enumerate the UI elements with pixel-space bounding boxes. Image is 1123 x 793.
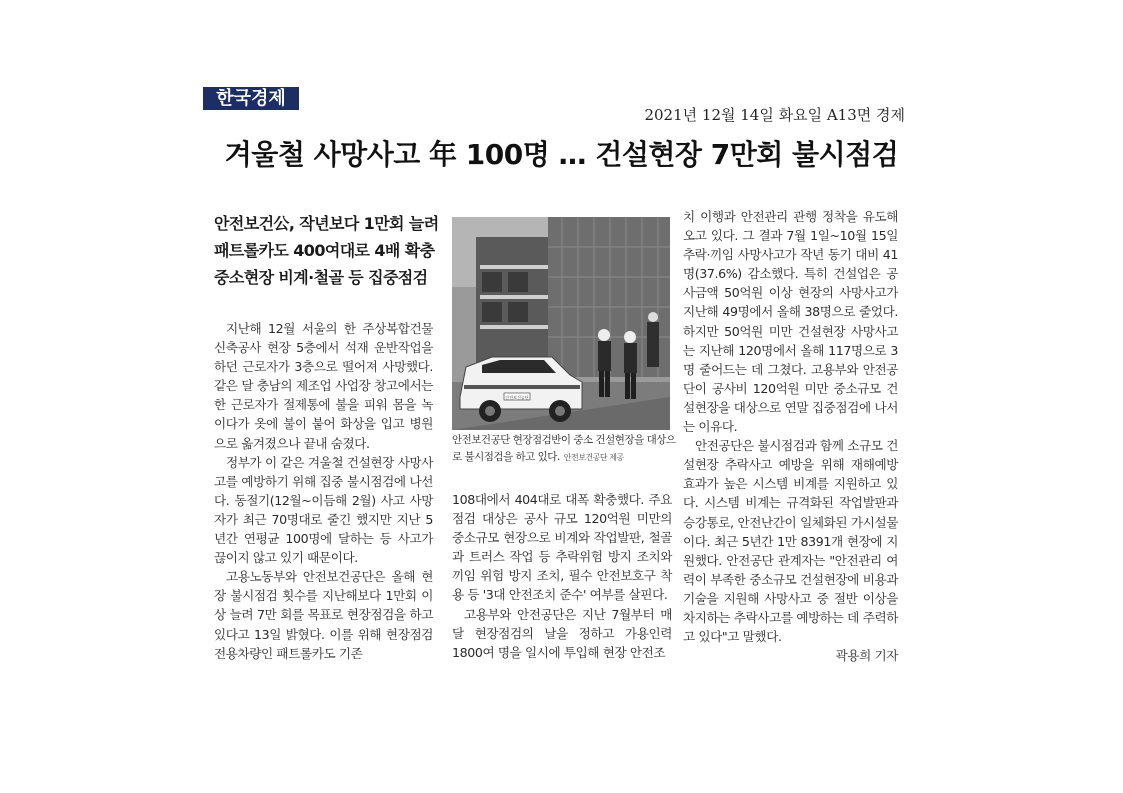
caption-text: 안전보건공단 현장점검반이 중소 건설현장을 대상으로 불시점검을 하고 있다.: [452, 434, 676, 463]
paragraph: 108대에서 404대로 대폭 확충했다. 주요 점검 대상은 공사 규모 120억원 미만의 중소규모 현장으로 비계와 작업발판, 철골과 트러스 작업 등 추락위험 방지 조치와 끼임 위험 방지 조치, 필수 안전보호구 착용 등 '3대 안전조치 준수' 여부를 살핀다.: [452, 492, 672, 603]
subhead-1: 안전보건公, 작년보다 1만회 늘려: [214, 214, 439, 233]
body-column-2: [452, 490, 672, 662]
paragraph: 치 이행과 안전관리 관행 정착을 유도해 오고 있다. 그 결과 7월 1일~10월 15일 추락·끼임 사망사고가 작년 동기 대비 41명(37.6%) 감소했다. 특히 건설업은 공사금액 50억원 이상 현장의 사망사고가 지난해 49명에서 올해 38명으로 줄었다. 하지만 50억원 미만 건설현장 사망사고는 지난해 120명에서 올해 117명으로 3명 줄어드는 데 그쳤다. 고용부와 안전공단이 공사비 120억원 미만 중소규모 건설현장을 대상으로 연말 집중점검에 나서는 이유다.: [683, 209, 898, 435]
subhead-2: 패트롤카도 400여대로 4배 확충: [214, 241, 435, 260]
subhead-3: 중소현장 비계·철골 등 집중점검: [214, 268, 428, 287]
news-photo: [452, 217, 670, 430]
paragraph: 고용노동부와 안전보건공단은 올해 현장 불시점검 횟수를 지난해보다 1만회 이상 늘려 7만 회를 목표로 현장점검을 하고 있다고 13일 밝혔다. 이를 위해 현장점검 전용차량인 패트롤카도 기존: [214, 569, 433, 661]
byline-row: [683, 646, 898, 665]
dateline: 2021년 12월 14일 화요일 A13면 경제: [644, 106, 905, 124]
car-plate-text: 안전보건공단: [505, 395, 529, 400]
paragraph: 정부가 이 같은 겨울철 건설현장 사망사고를 예방하기 위해 집중 불시점검에 나선다. 동절기(12월~이듬해 2월) 사고 사망자가 최근 70명대로 줄긴 했지만 지난 5년간 연평균 100명에 달하는 등 사고가 끊이지 않고 있기 때문이다.: [214, 454, 433, 566]
subheads: [214, 210, 444, 291]
photo-credit: 안전보건공단 제공: [563, 453, 624, 462]
headline: 겨울철 사망사고 年 100명 … 건설현장 7만회 불시점검: [224, 138, 899, 171]
byline: 곽용희 기자: [835, 648, 898, 664]
paragraph: 고용부와 안전공단은 지난 7월부터 매달 현장점검의 날을 정하고 가용인력 1800여 명을 일시에 투입해 현장 안전조: [452, 606, 672, 660]
paragraph: 지난해 12월 서울의 한 주상복합건물 신축공사 현장 5층에서 석재 운반작업을 하던 근로자가 3층으로 떨어져 사망했다. 같은 달 충남의 제조업 사업장 창고에서는 한 근로자가 절제통에 불을 피워 몸을 녹이다가 옷에 불이 붙어 화상을 입고 병원으로 옮겨졌으나 끝내 숨졌다.: [214, 321, 433, 451]
construction-site-photo: [452, 217, 670, 430]
body-column-1: [214, 319, 433, 663]
photo-caption: [452, 432, 677, 466]
paragraph: 안전공단은 불시점검과 함께 소규모 건설현장 추락사고 예방을 위해 재해예방 효과가 높은 시스템 비계를 지원하고 있다. 시스템 비계는 규격화된 작업발판과 승강통로, 안전난간이 일체화된 가시설물이다. 최근 5년간 1만 8391개 현장에 지원했다. 안전공단 관계자는 "안전관리 여력이 부족한 중소규모 건설현장에 비용과 기술을 지원해 사망사고 중 절반 이상을 차지하는 추락사고를 예방하는 데 주력하고 있다"고 말했다.: [683, 438, 898, 645]
body-column-3: [683, 207, 898, 665]
newspaper-logo: 한국경제: [203, 87, 299, 110]
